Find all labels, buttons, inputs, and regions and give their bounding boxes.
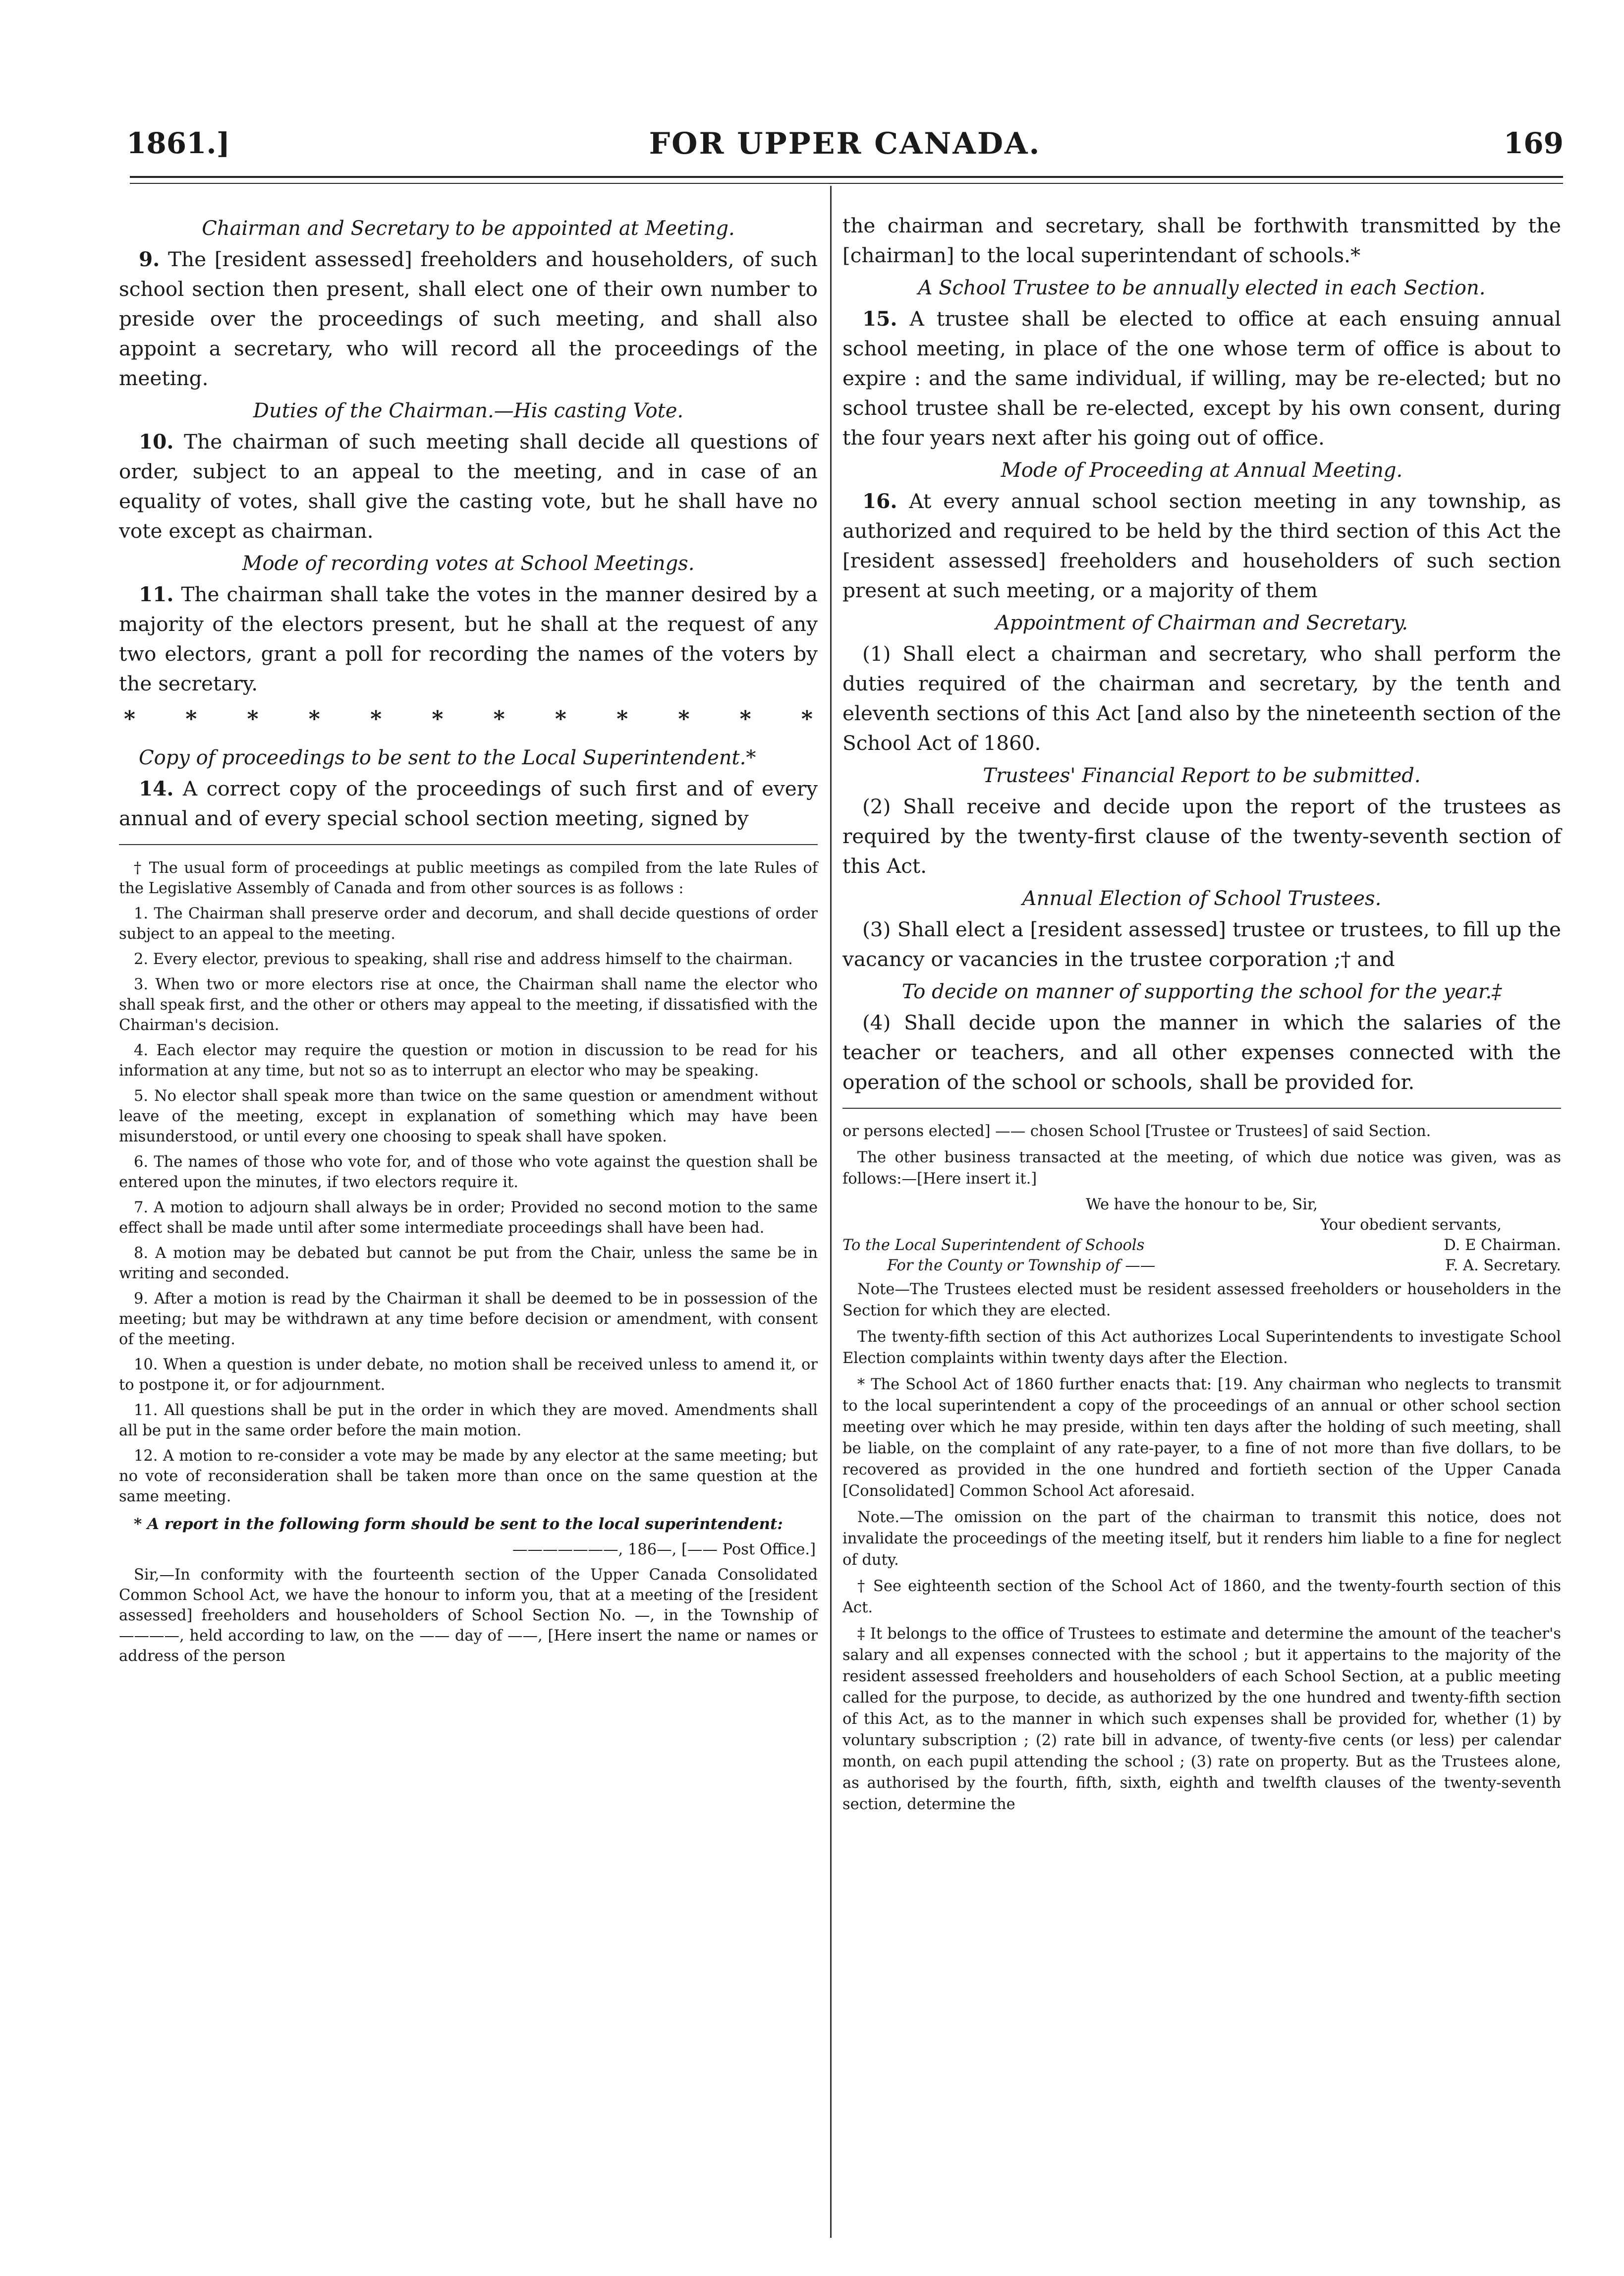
footnote-double-dagger: ‡ It belongs to the office of Trustees to estimate and determine the amount of the teacher's salary and all expenses connected with the school ; but it appertains to the majority of the resident assessed freeholders and householders of each School Section, at a public meeting called for the purpose, to decide, as authorized by the one hundred and twenty-fifth section of this Act, as to the manner in which such expenses shall be provided for, whether (1) by voluntary subscription ; (2) rate bill in advance, of twenty-five cents (or less) per calendar month, on each pupil attending the school ; (3) rate on property. But as the Trustees alone, as authorised by the fourth, fifth, sixth, eighth and twelfth clauses of the twenty-seventh section, determine the [842, 1625, 1561, 1813]
chairman-signature: D. E Chairman. [1444, 1237, 1561, 1254]
section-number: 15. [862, 307, 897, 331]
left-column [119, 211, 818, 1671]
section-16 [842, 486, 1561, 605]
rule-item: 10. When a question is under debate, no motion shall be received unless to amend it, or to postpone it, or for adjournment. [119, 1356, 818, 1394]
star: * [678, 706, 690, 732]
star: * [370, 706, 382, 732]
running-head [126, 126, 1564, 171]
star: * [493, 706, 505, 732]
section-text: The [resident assessed] freeholders and householders, of such school section then present, shall elect one of their own number to preside over the proceedings of such meeting, and shall also appoint a secretary, who will record all the proceedings of the meeting. [119, 247, 818, 390]
footnote-dagger-intro: † The usual form of proceedings at public meetings as compiled from the late Rules of the Legislative Assembly of Canada and from other sources is as follows : [119, 859, 818, 897]
rule-item: 12. A motion to re-consider a vote may be made by any elector at the same meeting; but no vote of reconsideration shall be taken more than once on the same question at the same meeting. [119, 1447, 818, 1505]
heading-trustee-elected: A School Trustee to be annually elected in each Section. [918, 277, 1486, 299]
heading-mode-recording: Mode of recording votes at School Meetings. [242, 552, 695, 575]
footnote-note-omission: Note.—The omission on the part of the chairman to transmit this notice, does not invalidate the proceedings of the meeting itself, but it renders him liable to a fine for neglect of duty. [842, 1509, 1561, 1569]
footnote-dagger-eighteenth: † See eighteenth section of the School Act of 1860, and the twenty-fourth section of this Act. [842, 1578, 1561, 1616]
rule-item: 1. The Chairman shall preserve order and decorum, and shall decide questions of order subject to an appeal to the meeting. [119, 905, 818, 943]
star: * [432, 706, 444, 732]
star: * [247, 706, 259, 732]
section-text: The chairman of such meeting shall decide all questions of order, subject to an appeal to the meeting, and in case of an equality of votes, shall give the casting vote, but he shall have no vote except as chairman. [119, 430, 818, 543]
heading-decide-manner: To decide on manner of supporting the school for the year.‡ [901, 980, 1502, 1003]
heading-chairman-secretary: Chairman and Secretary to be appointed at Meeting. [202, 217, 735, 240]
star: * [124, 706, 136, 732]
section-number: 9. [139, 247, 160, 271]
rule-item: 4. Each elector may require the question or motion in discussion to be read for his information at any time, but not so as to interrupt an elector who may be speaking. [119, 1042, 818, 1080]
footnote-form-county [842, 1255, 1561, 1276]
heading-appointment: Appointment of Chairman and Secretary. [995, 612, 1408, 634]
star: * [739, 706, 751, 732]
section-number: 16. [862, 489, 897, 513]
clause-3: (3) Shall elect a [resident assessed] trustee or trustees, to fill up the vacancy or vacancies in the trustee corporation ;† and [842, 917, 1561, 971]
secretary-signature: F. A. Secretary. [1445, 1257, 1561, 1274]
county-text: For the County or Township of —— [887, 1257, 1156, 1274]
section-text: A correct copy of the proceedings of such first and of every annual and of every special school section meeting, signed by [119, 777, 818, 830]
heading-annual-election: Annual Election of School Trustees. [1022, 887, 1382, 910]
footnote-rule [119, 844, 818, 845]
header-year: 1861.] [126, 126, 230, 160]
footnote-form-closing: We have the honour to be, Sir, [1086, 1196, 1318, 1213]
star: * [616, 706, 628, 732]
star: * [185, 706, 197, 732]
footnote-report-body: Sir,—In conformity with the fourteenth section of the Upper Canada Consolidated Common School Act, we have the honour to inform you, that at a meeting of the [resident assessed] freeholders and householders of School Section No. —, in the Township of ————, held according to law, on the —— day of ——, [Here insert the name or names or address of the person [119, 1566, 818, 1665]
clause-4: (4) Shall decide upon the manner in which the salaries of the teacher or teachers, and all other expenses connected with the operation of the school or schools, shall be provided for. [842, 1011, 1561, 1094]
footnote-form-business: The other business transacted at the meeting, of which due notice was given, was as follows:—[Here insert it.] [842, 1149, 1561, 1188]
section-9 [119, 244, 818, 393]
clause-2: (2) Shall receive and decide upon the report of the trustees as required by the twenty-first clause of the twenty-seventh section of this Act. [842, 795, 1561, 878]
page-number: 169 [1503, 126, 1564, 160]
footnote-note-trustees: Note—The Trustees elected must be resident assessed freeholders or householders in the Section for which they are elected. [842, 1281, 1561, 1319]
section-number: 10. [139, 430, 174, 454]
right-column [842, 211, 1561, 1820]
footnote-school-act-1860: * The School Act of 1860 further enacts that: [19. Any chairman who neglects to transmit to the local superintendent a copy of the proceedings of an annual or other school section meeting over which he may preside, within ten days after the holding of such meeting, shall be liable, on the complaint of any rate-payer, to a fine of not more than five dollars, to be recovered as provided in the one hundred and fortieth section of the Upper Canada [Consolidated] Common School Act aforesaid. [842, 1376, 1561, 1500]
section-text: At every annual school section meeting in any township, as authorized and required to be held by the third section of this Act the [resident assessed] freeholders and householders of such section present at such meeting, or a majority of them [842, 489, 1562, 602]
rule-item: 6. The names of those who vote for, and of those who vote against the question shall be entered upon the minutes, if two electors require it. [119, 1153, 818, 1191]
section-14-continued: the chairman and secretary, shall be forthwith transmitted by the [chairman] to the local superintendant of schools.* [842, 214, 1561, 267]
section-11 [119, 579, 818, 698]
rule-item: 5. No elector shall speak more than twice on the same question or amendment without leave of the meeting, except in explanation of something which may have been misunderstood, or until every one choosing to speak shall have spoken. [119, 1087, 818, 1145]
footnote-report-dateline: ———————, 186—, [—— Post Office.] [512, 1541, 816, 1558]
header-rule-thin [130, 183, 1563, 184]
heading-duties: Duties of the Chairman.—His casting Vote. [253, 399, 684, 422]
rule-item: 9. After a motion is read by the Chairman it shall be deemed to be in possession of the meeting; but may be withdrawn at any time before decision or amendment, with consent of the meeting. [119, 1290, 818, 1348]
heading-copy-proceedings: Copy of proceedings to be sent to the Local Superintendent.* [139, 746, 756, 769]
star: * [308, 706, 320, 732]
omission-stars [119, 704, 818, 734]
header-rule-thick [130, 176, 1563, 178]
footnote-form-servants: Your obedient servants, [1320, 1216, 1502, 1234]
rule-item: 7. A motion to adjourn shall always be in order; Provided no second motion to the same effect shall be made until after some intermediate proceedings shall have been had. [119, 1199, 818, 1237]
clause-1: (1) Shall elect a chairman and secretary, who shall perform the duties required of the chairman and secretary, by the tenth and eleventh sections of this Act [and also by the nineteenth section of the School Act of 1860. [842, 642, 1561, 755]
footnote-rule [842, 1108, 1561, 1109]
column-divider [830, 186, 832, 2238]
section-text: A trustee shall be elected to office at each ensuing annual school meeting, in place of the one whose term of office is about to expire : and the same individual, if willing, may be re-elected; but no school trustee shall be re-elected, except by his own consent, during the four years next after his going out of office. [842, 307, 1561, 450]
rule-item: 8. A motion may be debated but cannot be put from the Chair, unless the same be in writing and seconded. [119, 1245, 818, 1282]
heading-financial-report: Trustees' Financial Report to be submitted. [983, 764, 1421, 787]
rule-item: 3. When two or more electors rise at once, the Chairman shall name the elector who shall speak first, and the other or others may appeal to the meeting, if dissatisfied with the Chairman's decision. [119, 976, 818, 1034]
rule-item: 11. All questions shall be put in the order in which they are moved. Amendments shall all be put in the same order before the main motion. [119, 1402, 818, 1439]
section-10 [119, 427, 818, 546]
footnote-form-addressee [842, 1235, 1561, 1255]
section-number: 14. [139, 777, 174, 800]
star: * [555, 706, 566, 732]
section-text: The chairman shall take the votes in the manner desired by a majority of the electors present, but he shall at the request of any two electors, grant a poll for recording the names of the voters by the secretary. [119, 582, 818, 695]
footnote-report-heading: * A report in the following form should be sent to the local superintendent: [134, 1515, 783, 1533]
section-15 [842, 304, 1561, 453]
footnote-twenty-fifth: The twenty-fifth section of this Act authorizes Local Superintendents to investigate School Election complaints within twenty days after the Election. [842, 1328, 1561, 1367]
rule-item: 2. Every elector, previous to speaking, shall rise and address himself to the chairman. [134, 951, 793, 968]
section-14 [119, 774, 818, 833]
star: * [801, 706, 813, 732]
header-title: FOR UPPER CANADA. [649, 126, 1041, 161]
heading-mode-proceeding: Mode of Proceeding at Annual Meeting. [1001, 459, 1403, 482]
addressee-text: To the Local Superintendent of Schools [842, 1237, 1145, 1254]
footnote-form-line: or persons elected] —— chosen School [Trustee or Trustees] of said Section. [842, 1123, 1431, 1140]
section-number: 11. [139, 582, 174, 606]
